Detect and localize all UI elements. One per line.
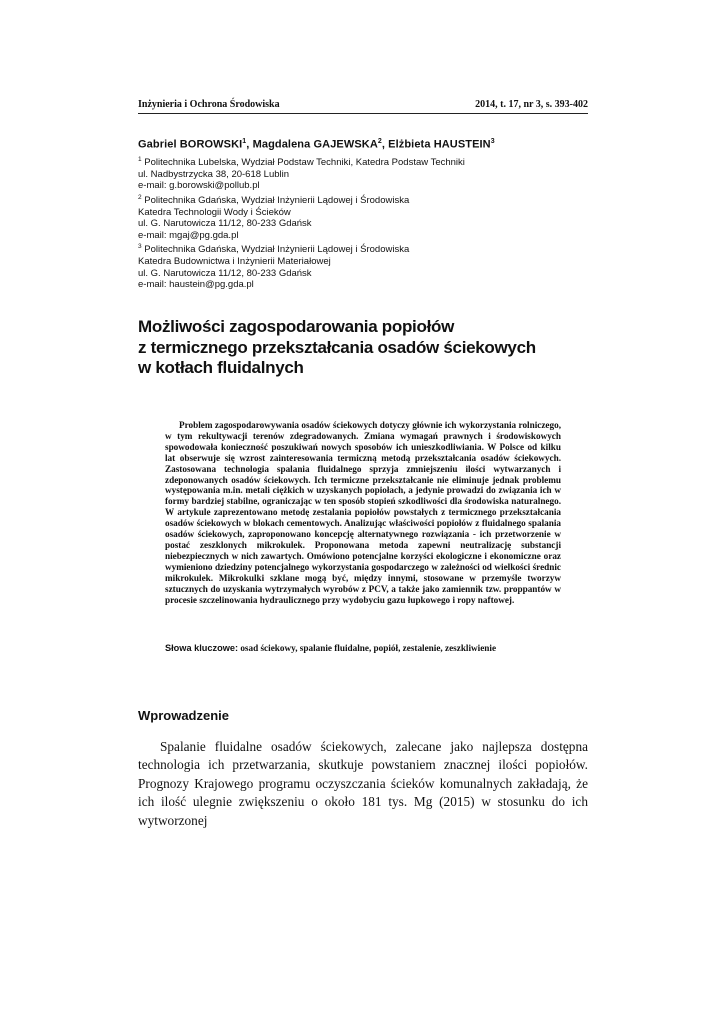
author-affiliation-mark: 1: [242, 138, 247, 145]
author-name: Magdalena GAJEWSKA: [252, 138, 378, 151]
affiliation-text: Politechnika Gdańska, Wydział Inżynierii Lądowej i Środowiska: [141, 244, 410, 256]
title-line: w kotłach fluidalnych: [138, 358, 304, 377]
author-affiliation-mark: 3: [490, 138, 495, 145]
affiliation-line: [138, 180, 588, 192]
author-separator: ,: [381, 138, 389, 151]
affiliation-email[interactable]: e-mail: haustein@pg.gda.pl: [138, 279, 254, 291]
affiliation-text: Politechnika Lubelska, Wydział Podstaw Techniki, Katedra Podstaw Techniki: [141, 157, 465, 169]
affiliation-mark: 2: [138, 193, 142, 201]
running-header: [138, 99, 588, 113]
header-rule: [138, 113, 588, 114]
title-line: z termicznego przekształcania osadów ściekowych: [138, 337, 536, 357]
affiliation-line: [138, 256, 588, 268]
author-name: Elżbieta HAUSTEIN: [388, 138, 491, 151]
affiliation-text: Politechnika Gdańska, Wydział Inżynierii Lądowej i Środowiska: [141, 195, 410, 207]
section-heading: Wprowadzenie: [138, 708, 230, 723]
affiliation-text: ul. Nadbystrzycka 38, 20-618 Lublin: [138, 168, 290, 180]
author-affiliation-mark: 2: [377, 138, 382, 145]
keywords-label: Słowa kluczowe:: [165, 643, 239, 653]
journal-citation: 2014, t. 17, nr 3, s. 393-402: [475, 99, 588, 110]
affiliation-line: [138, 192, 588, 207]
body-paragraph: Spalanie fluidalne osadów ściekowych, zalecane jako najlepsza dostępna technologia ich przetwarzania, skutkuje powstaniem znacznej ilości popiołów. Prognozy Krajowego programu oczyszczania ścieków komunalnych zakładają, że ich ilość ulegnie zwiększeniu o około 181 tys. Mg (2015) w stosunku do ich wytworzonej: [138, 739, 588, 828]
affiliation-text: Katedra Technologii Wody i Ścieków: [138, 206, 291, 218]
affiliation-mark: 1: [138, 156, 142, 163]
keywords: [165, 643, 565, 653]
affiliation-line: [138, 230, 588, 242]
affiliation-line: [138, 207, 588, 219]
author-name: Gabriel BOROWSKI: [138, 138, 243, 151]
affiliation-email[interactable]: e-mail: g.borowski@pollub.pl: [138, 180, 260, 192]
author-list: [138, 138, 495, 151]
journal-name: Inżynieria i Ochrona Środowiska: [138, 99, 280, 110]
affiliations: [138, 154, 588, 291]
affiliation-line: [138, 241, 588, 256]
affiliation-line: [138, 154, 588, 169]
affiliation-mark: 3: [138, 243, 142, 251]
article-title: [138, 317, 588, 379]
affiliation-line: [138, 218, 588, 230]
affiliation-email[interactable]: e-mail: mgaj@pg.gda.pl: [138, 229, 239, 241]
affiliation-line: [138, 169, 588, 181]
abstract: Problem zagospodarowywania osadów ściekowych dotyczy głównie ich wykorzystania rolniczego, w tym rekultywacji terenów zdegradowanych. Zmiana wymagań prawnych i środowiskowych spowodowała konieczność poszukiwań nowych sposobów ich unieszkodliwiania. W Polsce od kilku lat obserwuje się wzrost zainteresowania termiczną metodą przekształcania osadów ściekowych. Zastosowana technologia spalania fluidalnego sprzyja zmniejszeniu ilości wytwarzanych i zdeponowanych osadów ściekowych. Ich termiczne przekształcanie nie eliminuje jednak problemu występowania m.in. metali ciężkich w uzyskanych popiołach, a jedynie prowadzi do związania ich w formy bardziej stabilne, ograniczając w ten sposób stopień szkodliwości dla środowiska naturalnego. W artykule zaprezentowano metodę zestalania popiołów powstałych z termicznego przekształcania osadów ściekowych w blokach cementowych. Analizując właściwości popiołów z fluidalnego spalania osadów ściekowych, zaproponowano koncepcję alternatywnego rozwiązania - ich przetworzenie w postać zeszklonych mikrokulek. Proponowana metoda zapewni neutralizację substancji niebezpiecznych w nich zawartych. Omówiono potencjalne korzyści ekologiczne i ekonomiczne oraz wymieniono dziedziny potencjalnego wykorzystania gospodarczego w zależności od wielkości średnic mikrokulek. Mikrokulki szklane mogą być, między innymi, stosowane w przemyśle tworzyw sztucznych do uzyskania wytrzymałych wyrobów z PCV, a także jako zamiennik tzw. proppantów w procesie szczelinowania hydraulicznego przy wydobyciu gazu łupkowego i ropy naftowej.: [165, 420, 561, 605]
affiliation-text: ul. G. Narutowicza 11/12, 80-233 Gdańsk: [138, 218, 312, 230]
affiliation-line: [138, 268, 588, 280]
title-line: Możliwości zagospodarowania popiołów: [138, 317, 454, 336]
keywords-text: osad ściekowy, spalanie fluidalne, popiół, zestalenie, zeszkliwienie: [240, 643, 497, 653]
affiliation-text: ul. G. Narutowicza 11/12, 80-233 Gdańsk: [138, 267, 312, 279]
affiliation-text: Katedra Budownictwa i Inżynierii Materiałowej: [138, 256, 331, 268]
author-separator: ,: [246, 138, 253, 151]
affiliation-line: [138, 279, 588, 291]
